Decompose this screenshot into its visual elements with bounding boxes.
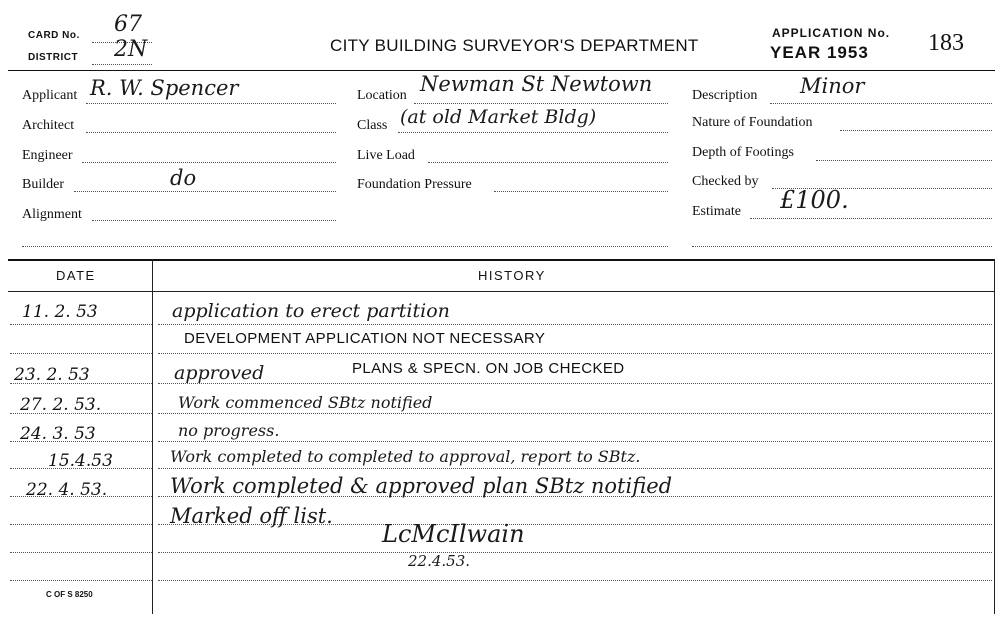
location-label: Location <box>357 88 407 103</box>
history-date: 11. 2. 53 <box>22 302 98 322</box>
class-label: Class <box>357 118 388 133</box>
nature-foundation-label: Nature of Foundation <box>692 115 813 130</box>
history-date: 23. 2. 53 <box>14 365 90 385</box>
class-line <box>398 132 668 133</box>
row-line <box>158 468 992 469</box>
location-line <box>414 103 668 104</box>
right-extra-line <box>692 246 992 247</box>
history-date: 24. 3. 53 <box>20 424 96 444</box>
date-column-header: DATE <box>56 268 96 283</box>
application-no-label: APPLICATION No. <box>772 26 891 40</box>
builder-label: Builder <box>22 177 64 192</box>
application-number: 183 <box>928 30 964 56</box>
alignment-label: Alignment <box>22 207 82 222</box>
row-line <box>10 580 152 581</box>
history-date: 27. 2. 53. <box>20 395 102 415</box>
description-value: Minor <box>800 74 865 98</box>
year-label: YEAR 1953 <box>770 43 869 62</box>
depth-footings-line <box>816 160 992 161</box>
district-label: DISTRICT <box>28 52 79 63</box>
card-no-label: CARD No. <box>28 30 80 41</box>
history-entry: Work completed to completed to approval, report to SBtz. <box>170 447 641 466</box>
alignment-line <box>92 220 336 221</box>
signature-date: 22.4.53. <box>408 552 471 570</box>
history-top-rule <box>8 259 995 261</box>
history-date: 22. 4. 53. <box>26 480 108 500</box>
foundation-pressure-label: Foundation Pressure <box>357 177 472 192</box>
architect-line <box>86 132 336 133</box>
applicant-value: R. W. Spencer <box>90 76 239 100</box>
history-stamp: DEVELOPMENT APPLICATION NOT NECESSARY <box>184 330 546 347</box>
nature-foundation-line <box>840 130 992 131</box>
estimate-line <box>750 218 992 219</box>
location-value: Newman St Newtown <box>420 72 653 96</box>
applicant-label: Applicant <box>22 88 78 103</box>
engineer-line <box>82 162 336 163</box>
class-value: (at old Market Bldg) <box>400 106 597 128</box>
right-border <box>994 259 995 614</box>
description-label: Description <box>692 88 758 103</box>
row-line <box>10 324 152 325</box>
card-no-value: 67 <box>114 12 142 37</box>
row-line <box>158 441 992 442</box>
foundation-pressure-line <box>494 191 668 192</box>
district-line <box>92 64 152 65</box>
live-load-label: Live Load <box>357 148 415 163</box>
history-entry: Work commenced SBtz notified <box>178 393 433 412</box>
history-entry: Marked off list. <box>170 504 333 528</box>
row-line <box>158 324 992 325</box>
architect-label: Architect <box>22 118 75 133</box>
row-line <box>10 353 152 354</box>
depth-footings-label: Depth of Footings <box>692 145 794 160</box>
builder-value: do <box>170 166 197 190</box>
header-rule <box>8 70 995 71</box>
row-line <box>10 524 152 525</box>
form-code: C OF S 8250 <box>46 590 93 599</box>
checked-by-label: Checked by <box>692 174 759 189</box>
row-line <box>10 552 152 553</box>
estimate-value: £100. <box>780 186 849 214</box>
history-entry: no progress. <box>178 421 280 440</box>
history-date: 15.4.53 <box>48 451 113 471</box>
applicant-line <box>86 103 336 104</box>
history-entry: application to erect partition <box>172 300 450 322</box>
extra-line <box>22 246 668 247</box>
row-line <box>158 413 992 414</box>
row-line <box>158 552 992 553</box>
row-line <box>158 383 992 384</box>
live-load-line <box>428 162 668 163</box>
engineer-label: Engineer <box>22 148 73 163</box>
builder-line <box>74 191 336 192</box>
district-value: 2N <box>114 37 148 62</box>
history-entry: Work completed & approved plan SBtz notified <box>170 474 673 498</box>
row-line <box>158 353 992 354</box>
estimate-label: Estimate <box>692 204 741 219</box>
row-line <box>158 580 992 581</box>
description-line <box>770 103 992 104</box>
history-stamp: PLANS & SPECN. ON JOB CHECKED <box>352 360 625 377</box>
history-column-header: HISTORY <box>478 268 546 283</box>
history-header-rule <box>8 291 995 292</box>
date-column-divider <box>152 259 153 614</box>
department-title: CITY BUILDING SURVEYOR'S DEPARTMENT <box>330 36 699 55</box>
history-entry: approved <box>174 362 265 384</box>
signature: LcMcIlwain <box>382 520 525 548</box>
